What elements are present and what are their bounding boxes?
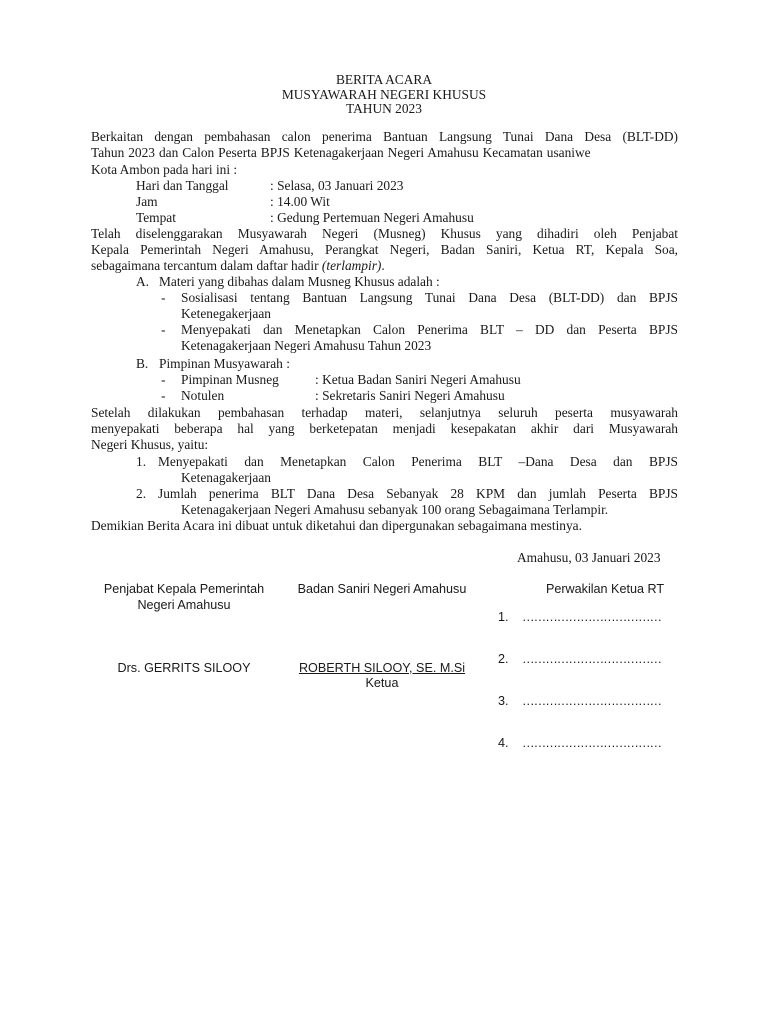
closing-statement: Demikian Berita Acara ini dibuat untuk diketahui dan dipergunakan sebagaimana mestinya. <box>91 518 582 533</box>
rt-signature-line: ……………………………… <box>522 736 662 750</box>
section-a-title: Materi yang dibahas dalam Musneg Khusus adalah : <box>159 274 440 289</box>
bullet-dash: - <box>161 322 166 337</box>
held-line: Kepala Pemerintah Negeri Amahusu, Perangkat Negeri, Badan Saniri, Ketua RT, Kepala Soa, <box>91 242 678 257</box>
place-label: Tempat <box>136 210 176 225</box>
rt-number: 1. <box>498 610 509 624</box>
section-a-marker: A. <box>136 274 150 289</box>
held-line: sebagaimana tercantum dalam daftar hadir (terlampir). <box>91 258 385 273</box>
bullet-dash: - <box>161 372 166 387</box>
section-a-item: Menyepakati dan Menetapkan Calon Penerima BLT – DD dan Peserta BPJS <box>181 322 678 337</box>
signature-col3-title: Perwakilan Ketua RT <box>545 582 665 596</box>
signature-col1-name: Drs. GERRITS SILOOY <box>117 661 251 675</box>
rt-number: 4. <box>498 736 509 750</box>
section-a-item: Ketenegakerjaan <box>181 306 271 321</box>
section-a-item: Ketenagakerjaan Negeri Amahusu Tahun 2023 <box>181 338 432 353</box>
decision-text: Ketenagakerjaan Negeri Amahusu sebanyak 100 orang Sebagaimana Terlampir. <box>181 502 609 517</box>
doc-year: TAHUN 2023 <box>346 101 422 116</box>
decision-text: Ketenagakerjaan <box>181 470 271 485</box>
signature-col1-title: Penjabat Kepala Pemerintah <box>103 582 265 596</box>
intro-line: Tahun 2023 dan Calon Peserta BPJS Ketenagakerjaan Negeri Amahusu Kecamatan usaniwe <box>91 145 591 160</box>
day-value: : Selasa, 03 Januari 2023 <box>270 178 404 193</box>
place-value: : Gedung Pertemuan Negeri Amahusu <box>270 210 474 225</box>
rt-signature-line: ……………………………… <box>522 610 662 624</box>
section-b-title: Pimpinan Musyawarah : <box>159 356 290 371</box>
signature-col2-title: Badan Saniri Negeri Amahusu <box>297 582 467 596</box>
after-line: menyepakati beberapa hal yang berketepatan menjadi kesepakatan akhir dari Musyawarah <box>91 421 678 436</box>
rt-number: 3. <box>498 694 509 708</box>
signature-col2-name: ROBERTH SILOOY, SE. M.Si <box>298 661 466 675</box>
leader-value: : Ketua Badan Saniri Negeri Amahusu <box>315 372 521 387</box>
section-b-marker: B. <box>136 356 149 371</box>
time-value: : 14.00 Wit <box>270 194 330 209</box>
after-line: Setelah dilakukan pembahasan terhadap materi, selanjutnya seluruh peserta musyawarah <box>91 405 678 420</box>
decision-number: 1. <box>136 454 147 469</box>
rt-signature-line: ……………………………… <box>522 694 662 708</box>
time-label: Jam <box>136 194 158 209</box>
doc-title: BERITA ACARA <box>335 72 433 87</box>
place-date: Amahusu, 03 Januari 2023 <box>517 550 661 565</box>
signature-col2-role: Ketua <box>365 676 399 690</box>
intro-line: Kota Ambon pada hari ini : <box>91 162 238 177</box>
held-italic: (terlampir) <box>321 258 382 273</box>
leader-label: Pimpinan Musneg <box>181 372 279 387</box>
doc-subtitle: MUSYAWARAH NEGERI KHUSUS <box>281 87 487 102</box>
day-label: Hari dan Tanggal <box>136 178 229 193</box>
section-a-item: Sosialisasi tentang Bantuan Langsung Tunai Dana Desa (BLT-DD) dan BPJS <box>181 290 678 305</box>
decision-number: 2. <box>136 486 147 501</box>
held-line: Telah diselenggarakan Musyawarah Negeri (Musneg) Khusus yang dihadiri oleh Penjabat <box>91 226 678 241</box>
signature-col1-title: Negeri Amahusu <box>137 598 231 612</box>
after-line: Negeri Khusus, yaitu: <box>91 437 209 452</box>
bullet-dash: - <box>161 290 166 305</box>
decision-text: Jumlah penerima BLT Dana Desa Sebanyak 28 KPM dan jumlah Peserta BPJS <box>158 486 678 501</box>
notulen-label: Notulen <box>181 388 225 403</box>
bullet-dash: - <box>161 388 166 403</box>
decision-text: Menyepakati dan Menetapkan Calon Penerima BLT –Dana Desa dan BPJS <box>158 454 678 469</box>
rt-signature-line: ……………………………… <box>522 652 662 666</box>
notulen-value: : Sekretaris Saniri Negeri Amahusu <box>315 388 505 403</box>
rt-number: 2. <box>498 652 509 666</box>
intro-line: Berkaitan dengan pembahasan calon penerima Bantuan Langsung Tunai Dana Desa (BLT-DD) <box>91 129 678 144</box>
